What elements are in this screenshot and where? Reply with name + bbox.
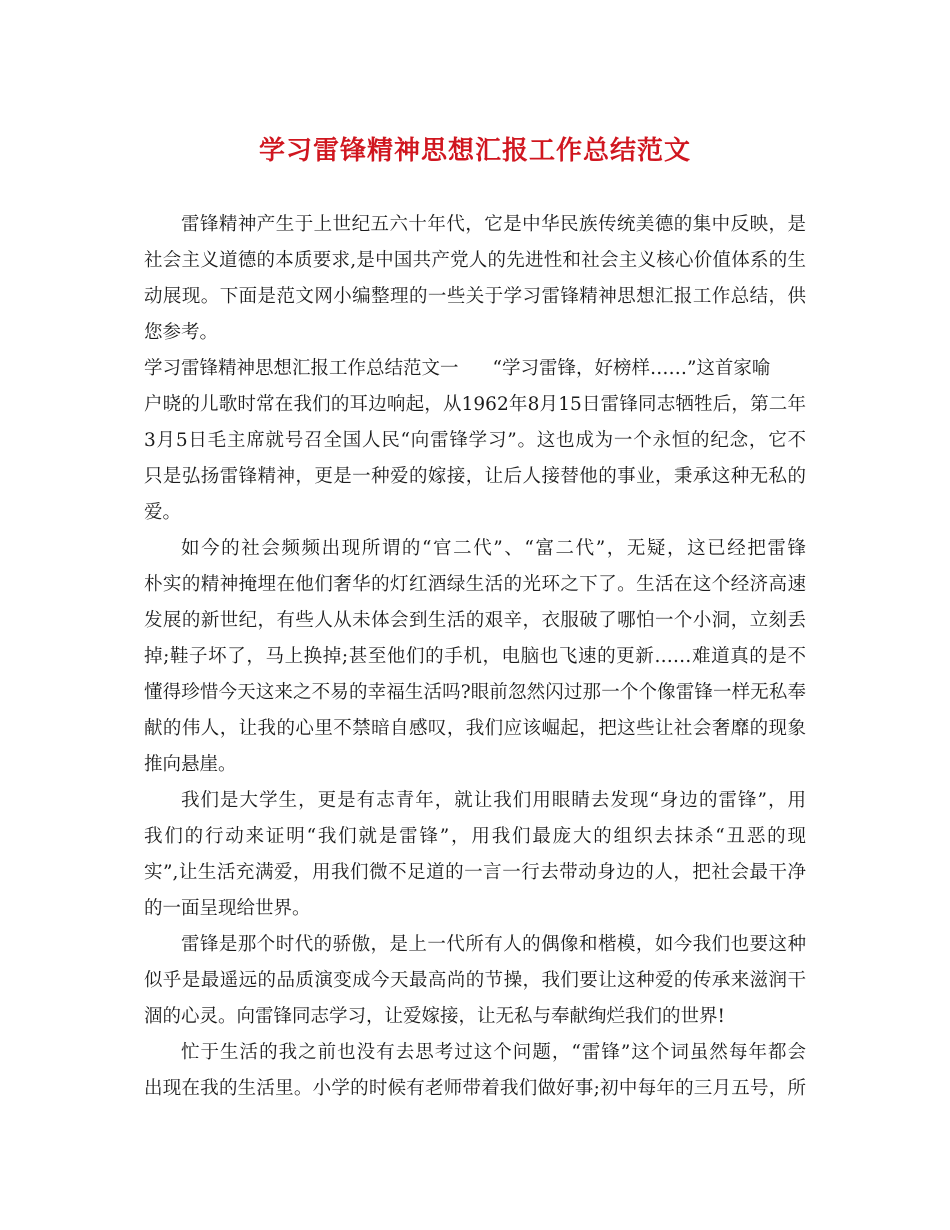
text-line: 忙于生活的我之前也没有去思考过这个问题，“雷锋”这个词虽然每年都会 — [181, 1042, 806, 1063]
text-line: 涸的心灵。向雷锋同志学习，让爱嫁接，让无私与奉献绚烂我们的世界! — [144, 1006, 725, 1027]
text-line: 我们是大学生，更是有志青年，就让我们用眼睛去发现“身边的雷锋”，用 — [181, 790, 806, 811]
text-line: 的一面呈现给世界。 — [144, 898, 311, 919]
text-line: 实”,让生活充满爱，用我们微不足道的一言一行去带动身边的人，把社会最干净 — [144, 862, 806, 883]
text-line: 只是弘扬雷锋精神，更是一种爱的嫁接，让后人接替他的事业，秉承这种无私的 — [144, 466, 806, 487]
text-line: 发展的新世纪，有些人从未体会到生活的艰辛，衣服破了哪怕一个小洞，立刻丢 — [144, 610, 806, 631]
text-line: 社会主义道德的本质要求,是中国共产党人的先进性和社会主义核心价值体系的生 — [144, 250, 806, 271]
text-line: 推向悬崖。 — [144, 754, 237, 775]
text-line: 雷锋精神产生于上世纪五六十年代，它是中华民族传统美德的集中反映，是 — [181, 214, 806, 235]
text-line: 出现在我的生活里。小学的时候有老师带着我们做好事;初中每年的三月五号，所 — [144, 1078, 806, 1099]
text-line: 动展现。下面是范文网小编整理的一些关于学习雷锋精神思想汇报工作总结，供 — [144, 286, 806, 307]
section-heading-line — [144, 351, 806, 387]
text-line: 似乎是最遥远的品质演变成今天最高尚的节操，我们要让这种爱的传承来滋润干 — [144, 970, 806, 991]
section-heading: 学习雷锋精神思想汇报工作总结范文一 — [144, 358, 459, 379]
text-line: 如今的社会频频出现所谓的“官二代”、“富二代”，无疑，这已经把雷锋 — [181, 538, 806, 559]
text-line: 爱。 — [144, 502, 182, 523]
text-line: 朴实的精神掩埋在他们奢华的灯红酒绿生活的光环之下了。生活在这个经济高速 — [144, 574, 806, 595]
document-body — [144, 207, 806, 1107]
document-title: 学习雷锋精神思想汇报工作总结范文 — [258, 136, 691, 166]
text-fragment: “学习雷锋，好榜样……”这首家喻 — [492, 358, 771, 379]
text-line: 您参考。 — [144, 322, 219, 343]
text-line: 雷锋是那个时代的骄傲，是上一代所有人的偶像和楷模，如今我们也要这种 — [181, 934, 806, 955]
text-line: 户晓的儿歌时常在我们的耳边响起，从1962年8月15日雷锋同志牺牲后，第二年 — [144, 394, 806, 415]
text-line: 我们的行动来证明“我们就是雷锋”，用我们最庞大的组织去抹杀“丑恶的现 — [144, 826, 806, 847]
text-line: 3月5日毛主席就号召全国人民“向雷锋学习”。这也成为一个永恒的纪念，它不 — [144, 430, 806, 451]
text-line: 献的伟人，让我的心里不禁暗自感叹，我们应该崛起，把这些让社会奢靡的现象 — [144, 718, 806, 739]
text-line: 懂得珍惜今天这来之不易的幸福生活吗?眼前忽然闪过那一个个像雷锋一样无私奉 — [144, 682, 806, 703]
text-line: 掉;鞋子坏了，马上换掉;甚至他们的手机，电脑也飞速的更新……难道真的是不 — [144, 646, 806, 667]
